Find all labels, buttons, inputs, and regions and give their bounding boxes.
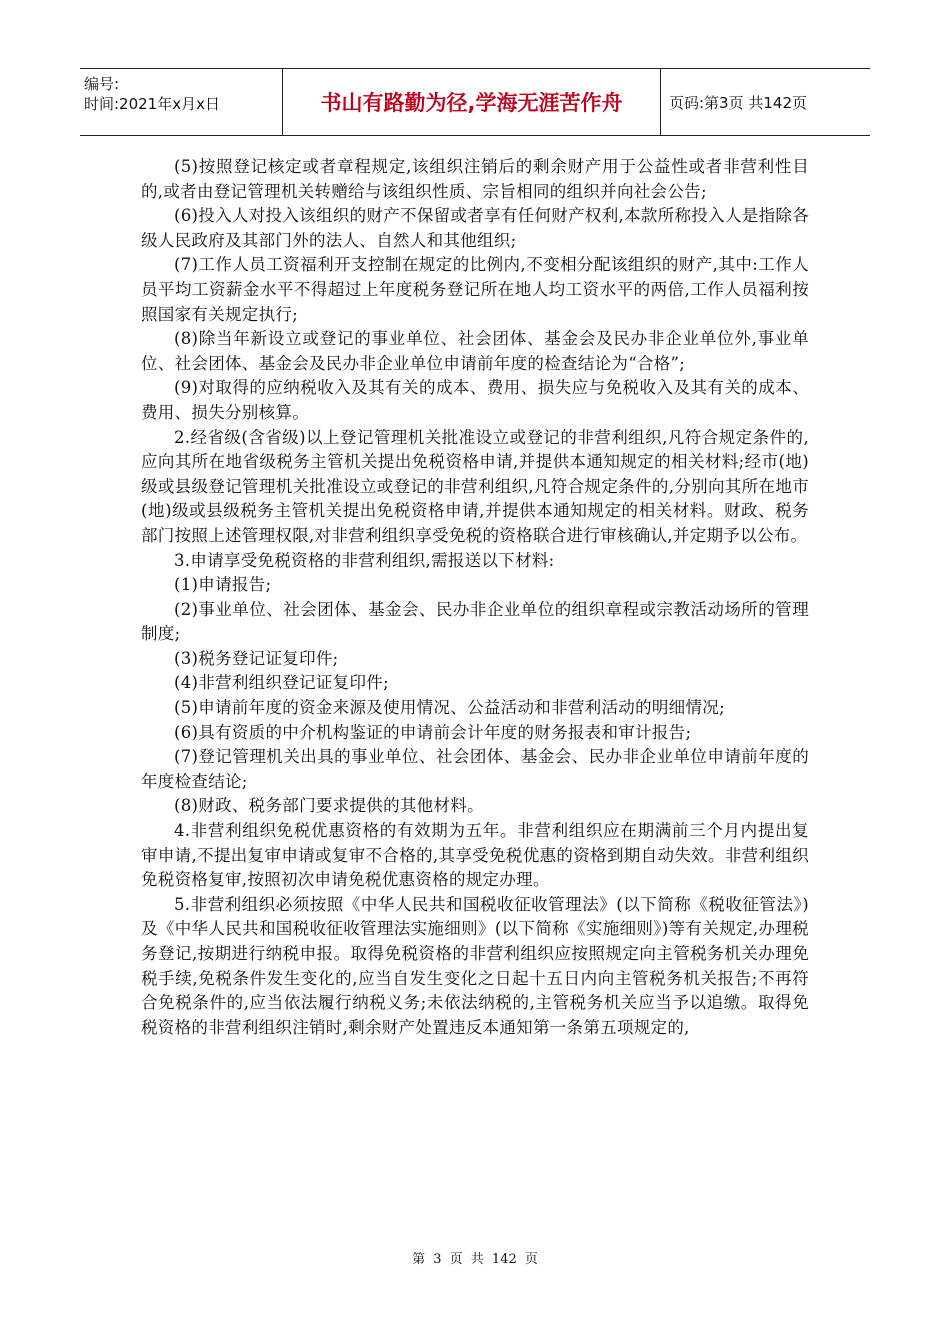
paragraph: (8)除当年新设立或登记的事业单位、社会团体、基金会及民办非企业单位外,事业单位、社会团体、基金会及民办非企业单位申请前年度的检查结论为“合格”;	[141, 329, 809, 373]
paragraph: (5)按照登记核定或者章程规定,该组织注销后的剩余财产用于公益性或者非营利性目的,或者由登记管理机关转赠给与该组织性质、宗旨相同的组织并向社会公告;	[141, 157, 809, 201]
paragraph: 2.经省级(含省级)以上登记管理机关批准设立或登记的非营利组织,凡符合规定条件的,应向其所在地省级税务主管机关提出免税资格申请,并提供本通知规定的相关材料;经市(地)级或县级登记管理机关批准设立或登记的非营利组织,凡符合规定条件的,分别向其所在地市(地)级或县级税务主管机关提出免税资格申请,并提供本通知规定的相关材料。财政、税务部门按照上述管理权限,对非营利组织享受免税的资格联合进行审核确认,并定期予以公布。	[141, 427, 809, 545]
paragraph: (6)具有资质的中介机构鉴证的申请前会计年度的财务报表和审计报告;	[174, 722, 692, 742]
paragraph: (7)工作人员工资福利开支控制在规定的比例内,不变相分配该组织的财产,其中:工作人员平均工资薪金水平不得超过上年度税务登记所在地人均工资水平的两倍,工作人员福利按照国家有关规定执行;	[141, 255, 809, 324]
paragraph: (3)税务登记证复印件;	[174, 648, 339, 668]
paragraph: (5)申请前年度的资金来源及使用情况、公益活动和非营利活动的明细情况;	[174, 698, 725, 718]
page-header	[80, 68, 870, 136]
paragraph: (6)投入人对投入该组织的财产不保留或者享有任何财产权利,本款所称投入人是指除各级人民政府及其部门外的法人、自然人和其他组织;	[141, 206, 809, 250]
document-body	[141, 155, 809, 1040]
paragraph: 5.非营利组织必须按照《中华人民共和国税收征收管理法》(以下简称《税收征管法》)及《中华人民共和国税收征收管理法实施细则》(以下简称《实施细则》)等有关规定,办理税务登记,按期进行纳税申报。取得免税资格的非营利组织应按照规定向主管税务机关办理免税手续,免税条件发生变化的,应当自发生变化之日起十五日内向主管税务机关报告;不再符合免税条件的,应当依法履行纳税义务;未依法纳税的,主管税务机关应当予以追缴。取得免税资格的非营利组织注销时,剩余财产处置违反本通知第一条第五项规定的,	[141, 894, 809, 1037]
header-page-info: 页码:第3页 共142页	[669, 93, 807, 112]
header-meta	[80, 69, 283, 135]
paragraph: 4.非营利组织免税优惠资格的有效期为五年。非营利组织应在期满前三个月内提出复审申请,不提出复审申请或复审不合格的,其享受免税优惠的资格到期自动失效。非营利组织免税资格复审,按照初次申请免税优惠资格的规定办理。	[141, 821, 809, 890]
paragraph: (9)对取得的应纳税收入及其有关的成本、费用、损失应与免税收入及其有关的成本、费用、损失分别核算。	[141, 378, 809, 422]
document-number-label: 编号:	[84, 75, 120, 93]
paragraph: (1)申请报告;	[174, 575, 272, 595]
page-footer: 第 3 页 共 142 页	[412, 1252, 538, 1267]
paragraph: (4)非营利组织登记证复印件;	[174, 673, 389, 693]
paragraph: 3.申请享受免税资格的非营利组织,需报送以下材料:	[174, 550, 555, 570]
paragraph: (7)登记管理机关出具的事业单位、社会团体、基金会、民办非企业单位申请前年度的年度检查结论;	[141, 747, 809, 791]
paragraph: (2)事业单位、社会团体、基金会、民办非企业单位的组织章程或宗教活动场所的管理制度;	[141, 599, 809, 644]
paragraph: (8)财政、税务部门要求提供的其他材料。	[174, 796, 484, 816]
header-motto: 书山有路勤为径,学海无涯苦作舟	[283, 69, 661, 135]
document-date: 时间:2021年x月x日	[84, 95, 220, 113]
